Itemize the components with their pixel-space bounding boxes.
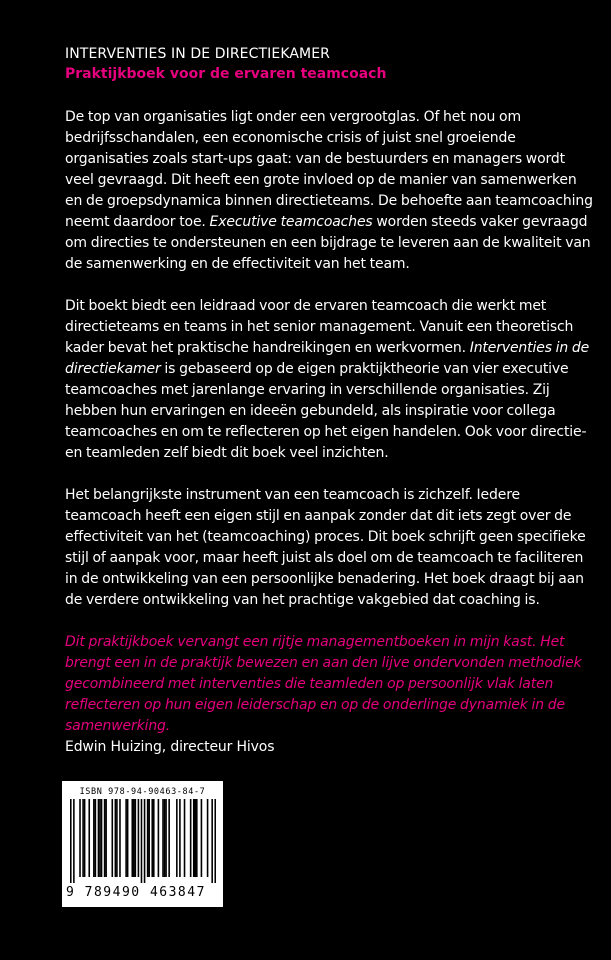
paragraph-2-text-a: Dit boekt biedt een leidraad voor de ervaren teamcoach die werkt met directieteams en teams in het senior management. Vanuit een theoretisch kader bevat het praktische handreikingen en werkvormen.: [65, 298, 574, 356]
barcode-bar: [73, 799, 75, 883]
barcode-bar: [88, 799, 90, 877]
barcode-bar: [115, 799, 117, 877]
blurb-paragraph-1: [65, 107, 595, 275]
barcode-bar: [70, 799, 72, 883]
barcode-bars: [70, 799, 216, 883]
barcode-bar: [147, 799, 149, 877]
barcode-bar: [135, 799, 137, 877]
barcode-bar: [141, 799, 143, 883]
barcode-bar: [104, 799, 106, 877]
barcode-bar: [176, 799, 178, 877]
barcode-bar: [111, 799, 113, 877]
barcode-bar: [116, 799, 118, 877]
paragraph-1-emphasis: Executive teamcoaches: [209, 214, 373, 230]
barcode-bar: [164, 799, 166, 877]
quote-attribution: Edwin Huizing, directeur Hivos: [65, 739, 275, 755]
barcode-bar: [98, 799, 100, 877]
barcode-bar: [133, 799, 135, 877]
barcode-bar: [125, 799, 127, 877]
barcode-bar: [93, 799, 95, 877]
paragraph-2-text-b: is gebaseerd op de eigen praktijktheorie van vier executive teamcoaches met jarenlange ervaring in verschillende organisaties. Zij hebben hun ervaringen en ideeën gebundeld, als inspiratie voor collega teamcoaches en om te reflecteren op het eigen handelen. Ook voor directie- en teamleden zelf biedt dit boek veel inzichten.: [65, 361, 587, 461]
barcode-bar: [190, 799, 192, 877]
barcode-bar: [162, 799, 164, 877]
barcode-bar: [196, 799, 198, 877]
barcode-bar: [201, 799, 203, 877]
barcode-bar: [99, 799, 101, 877]
barcode-bar: [207, 799, 209, 877]
barcode-bar: [193, 799, 195, 877]
barcode-bar: [82, 799, 84, 877]
barcode-bar: [194, 799, 196, 877]
blurb-paragraph-3: Het belangrijkste instrument van een teamcoach is zichzelf. Iedere teamcoach heeft een eigen stijl en aanpak zonder dat dit iets zegt over de effectiviteit van het (teamcoaching) proces. Dit boek schrijft geen specifieke stijl of aanpak voor, maar heeft juist als doel om de teamcoach te faciliteren in de ontwikkeling van een persoonlijke benadering. Het boek draagt bij aan de verdere ontwikkeling van het prachtige vakgebied dat coaching is.: [65, 487, 586, 608]
barcode-bar: [151, 799, 153, 877]
barcode-bar: [105, 799, 107, 877]
barcode-bar: [153, 799, 155, 877]
barcode-bar: [79, 799, 81, 877]
ean-digits: 9 789490 463847: [66, 885, 206, 900]
blurb-paragraph-2: [65, 296, 595, 464]
barcode-bar: [211, 799, 213, 883]
barcode-bar: [138, 799, 140, 877]
paragraph-1-text-b: worden steeds vaker gevraagd om directies te ondersteunen en een bijdrage te leveren aan de kwaliteit van de samenwerking en de effectiviteit van het team.: [65, 214, 591, 272]
barcode-bar: [119, 799, 121, 877]
isbn-barcode: [62, 781, 223, 907]
barcode-bar: [127, 799, 129, 877]
barcode-bar: [148, 799, 150, 877]
isbn-label: ISBN 978-94-90463-84-7: [79, 787, 206, 797]
back-cover-text: [65, 44, 595, 758]
barcode-bar: [184, 799, 186, 877]
paragraph-1-text-a: De top van organisaties ligt onder een vergrootglas. Of het nou om bedrijfsschandalen, een economische crisis of juist snel groeiende organisaties zoals start-ups gaat: van de bestuurders en managers wordt veel gevraagd. Dit heeft een grote invloed op de manier van samenwerken en de groepsdynamica binnen directieteams. De behoefte aan teamcoaching neemt daardoor toe.: [65, 109, 593, 230]
book-title: INTERVENTIES IN DE DIRECTIEKAMER: [65, 46, 330, 62]
barcode-bar: [95, 799, 97, 877]
barcode-bar: [165, 799, 167, 877]
barcode-bar: [179, 799, 181, 877]
barcode-bar: [214, 799, 216, 883]
book-subtitle: Praktijkboek voor de ervaren teamcoach: [65, 66, 387, 82]
barcode-bar: [144, 799, 146, 883]
barcode-bar: [101, 799, 103, 877]
barcode-bar: [168, 799, 170, 877]
paragraph-2-emphasis: Interventies in de directiekamer: [65, 340, 590, 377]
barcode-bar: [84, 799, 86, 877]
barcode-bar: [131, 799, 133, 877]
endorsement-quote: Dit praktijkboek vervangt een rijtje managementboeken in mijn kast. Het brengt een in de praktijk bewezen en aan den lijve ondervonden methodiek gecombineerd met interventies die teamleden op persoonlijk vlak laten reflecteren op hun eigen leiderschap en op de onderlinge dynamiek in de samenwerking.: [65, 634, 582, 734]
barcode-bar: [158, 799, 160, 877]
